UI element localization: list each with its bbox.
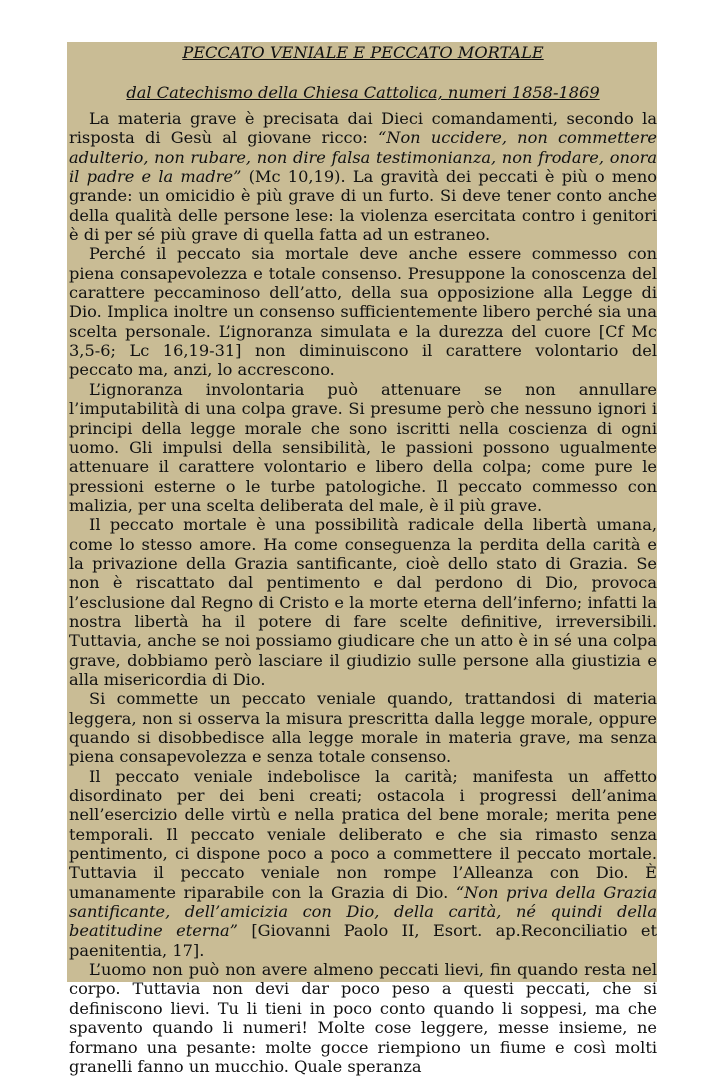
quotation-text: “Non priva della Grazia santificante, dell’amicizia con Dio, della carità, né quindi della beatitudine eterna” (69, 882, 657, 941)
quotation-text: “Non uccidere, non commettere adulterio, non rubare, non dire falsa testimonianza, non frodare, onora il padre e la madre” (69, 128, 657, 187)
paragraph-text: [Giovanni Paolo II, Esort. ap.Reconciliatio et paenitentia, 17]. (69, 921, 657, 960)
paragraph-text: Si commette un peccato veniale quando, trattandosi di materia leggera, non si osserva la misura prescritta dalla legge morale, oppure quando si disobbedisce alla legge morale in materia grave, ma senza piena consapevolezza e senza totale consenso. (69, 689, 657, 767)
paragraph-text: Perché il peccato sia mortale deve anche essere commesso con piena consapevolezza e totale consenso. Presuppone la conoscenza del carattere peccaminoso dell’atto, della sua opposizione alla Legge di Dio. Implica inoltre un consenso sufficientemente libero perché sia una scelta personale. L’ignoranza simulata e la durezza del cuore [Cf Mc 3,5-6; Lc 16,19-31] non diminuiscono il carattere volontario del peccato ma, anzi, lo accrescono. (69, 244, 657, 380)
paragraph (69, 109, 657, 244)
paragraph (69, 515, 657, 689)
document-content (69, 42, 657, 1076)
paragraph-text: Il peccato mortale è una possibilità radicale della libertà umana, come lo stesso amore. Ha come conseguenza la perdita della carità e la privazione della Grazia santificante, cioè dello stato di Grazia. Se non è riscattato dal pentimento e dal perdono di Dio, provoca l’esclusione dal Regno di Cristo e la morte eterna dell’inferno; infatti la nostra libertà ha il potere di fare scelte definitive, irreversibili. Tuttavia, anche se noi possiamo giudicare che un atto è in sé una colpa grave, dobbiamo però lasciare il giudizio sulle persone alla giustizia e alla misericordia di Dio. (69, 515, 657, 689)
document-subtitle: dal Catechismo della Chiesa Cattolica, numeri 1858-1869 (126, 83, 600, 102)
document-body (69, 109, 657, 1076)
paragraph-text: L’uomo non può non avere almeno peccati lievi, fin quando resta nel corpo. Tuttavia non devi dar poco peso a questi peccati, che si definiscono lievi. Tu li tieni in poco conto quando li soppesi, ma che spavento quando li numeri! Molte cose leggere, messe insieme, ne formano una pesante: molte gocce riempiono un fiume e così molti granelli fanno un mucchio. Quale speranza (69, 960, 657, 1076)
paragraph (69, 960, 657, 1076)
paragraph-text: La materia grave è precisata dai Dieci comandamenti, secondo la risposta di Gesù al giovane ricco: (69, 109, 657, 148)
document-title: PECCATO VENIALE E PECCATO MORTALE (182, 43, 544, 62)
paragraph (69, 244, 657, 379)
paragraph-text: Il peccato veniale indebolisce la carità; manifesta un affetto disordinato per dei beni creati; ostacola i progressi dell’anima nell’esercizio delle virtù e nella pratica del bene morale; merita pene temporali. Il peccato veniale deliberato e che sia rimasto senza pentimento, ci dispone poco a poco a commettere il peccato mortale. Tuttavia il peccato veniale non rompe l’Alleanza con Dio. È umanamente riparabile con la Grazia di Dio. (69, 766, 657, 902)
paragraph (69, 767, 657, 960)
paragraph (69, 380, 657, 515)
page-background (67, 42, 658, 1076)
paragraph-text: L’ignoranza involontaria può attenuare se non annullare l’imputabilità di una colpa grave. Si presume però che nessuno ignori i principi della legge morale che sono iscritti nella coscienza di ogni uomo. Gli impulsi della sensibilità, le passioni possono ugualmente attenuare il carattere volontario e libero della colpa; come pure le pressioni esterne o le turbe patologiche. Il peccato commesso con malizia, per una scelta deliberata del male, è il più grave. (69, 379, 657, 515)
paragraph (69, 689, 657, 766)
paragraph-text: (Mc 10,19). La gravità dei peccati è più o meno grande: un omicidio è più grave di un furto. Si deve tener conto anche della qualità delle persone lese: la violenza esercitata contro i genitori è di per sé più grave di quella fatta ad un estraneo. (69, 167, 658, 245)
